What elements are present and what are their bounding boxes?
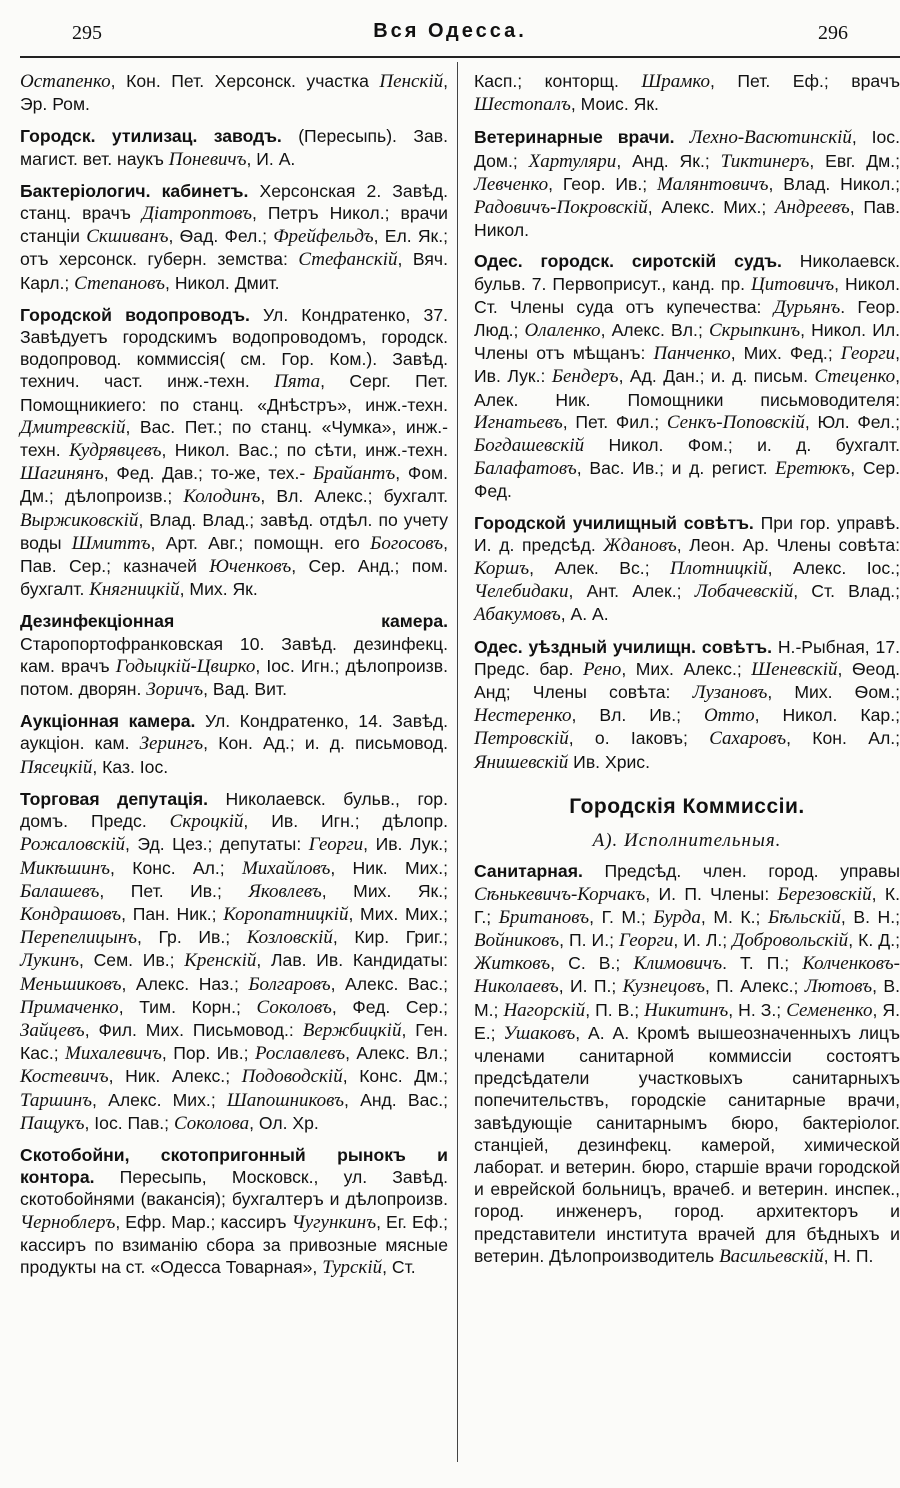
- person-name: Турскій: [322, 1256, 383, 1278]
- entry-text: , Мих. Алекс.;: [621, 658, 752, 679]
- entry-text: Николаевск. бульв. 7. Первоприсут., канд. пр.: [474, 251, 900, 294]
- entry-text: Касп.; конторщ.: [474, 71, 642, 91]
- entry-text: , Ефр. Мар.; кассиръ: [115, 1211, 292, 1232]
- person-name: Панченко: [653, 343, 731, 365]
- entry-text: , Фед. Дав.; то-же, тех.-: [103, 463, 313, 484]
- entry-text: [675, 127, 690, 147]
- entry-text: , Пет. Ив.;: [99, 880, 249, 901]
- entry-heading: Санитарная.: [474, 861, 583, 882]
- entry-text: , П. Алекс.;: [705, 976, 805, 997]
- entry-text: , Гр. Ив.;: [137, 927, 247, 948]
- entry-heading: Бактеріологич. кабинетъ.: [20, 180, 249, 201]
- entry-text: , Пет. Еф.; врачъ: [710, 71, 900, 91]
- entry-text: , Сем. Ив.;: [78, 950, 185, 971]
- entry-text: , А. А.: [560, 604, 609, 625]
- entry-text: . Т. П.;: [722, 953, 803, 974]
- entry-text: , Іос. Игн.; дѣлопроизв. потом. дворян.: [20, 655, 448, 700]
- entry-text: , Мих. Ѳом.;: [767, 682, 900, 703]
- person-name: Михалевичъ: [65, 1043, 162, 1065]
- entry: [474, 512, 900, 627]
- person-name: Лютовъ: [804, 976, 873, 998]
- person-name: Черноблеръ: [20, 1211, 116, 1233]
- person-name: Левченко: [474, 173, 549, 195]
- person-name: Никитинъ: [644, 999, 729, 1021]
- entry: [20, 180, 448, 295]
- entry-text: При гор. управѣ. И. д. предсѣд.: [474, 512, 900, 555]
- entry-text: , И. П.;: [558, 976, 623, 997]
- person-name: Георги: [619, 929, 674, 951]
- person-name: Зоричъ: [146, 679, 204, 701]
- entry-text: , Эр. Ром.: [20, 71, 448, 115]
- entry-text: , Ант. Алек.;: [568, 581, 695, 602]
- person-name: Таршинъ: [20, 1089, 93, 1111]
- person-name: Хартуляри: [528, 150, 617, 172]
- entry-heading: Торговая депутація.: [20, 788, 208, 809]
- entry-text: Н.-Рыбная, 17. Предс. бар.: [474, 636, 900, 679]
- entry-text: , Серг. Пет. Помощникиего: по станц. «Днѣстръ», инж.-техн.: [20, 371, 448, 415]
- entry-text: , В. Н.;: [840, 906, 900, 927]
- entry-heading: Ветеринарные врачи.: [474, 127, 675, 148]
- person-name: Остапенко: [20, 71, 111, 92]
- page-number-left: 295: [72, 22, 102, 44]
- entry-text: , Анд. Вас.;: [344, 1089, 448, 1110]
- person-name: Шрамко: [641, 71, 710, 92]
- entry-text: , Фом. Дм.; дѣлопроизв.;: [20, 463, 448, 507]
- entry: [20, 304, 448, 602]
- entry-text: , Ив. Игн.; дѣлопр.: [243, 811, 449, 832]
- person-name: Шестопалъ: [474, 94, 571, 116]
- person-name: Фрейфельдъ: [273, 226, 374, 248]
- entry-heading: Дезинфекціонная камера.: [20, 611, 448, 632]
- entry-text: , Ол. Хр.: [249, 1112, 319, 1133]
- person-name: Пясецкій: [20, 756, 93, 778]
- person-name: Добровольскій: [732, 929, 849, 951]
- entry-text: , Влад. Влад.; завѣд. отдѣл. по учету воды: [20, 509, 448, 553]
- person-name: Коропатницкій: [223, 903, 349, 925]
- person-name: Кренскій: [184, 950, 257, 972]
- entry-text: Предсѣд. член. город. управы: [582, 861, 900, 882]
- person-name: Отто: [703, 705, 755, 727]
- person-name: Шапошниковъ: [226, 1089, 345, 1111]
- person-name: Климовичъ: [633, 953, 723, 975]
- entry-text: , Арт. Авг.; помощн. его: [150, 532, 371, 553]
- person-name: Богосовъ: [370, 532, 444, 554]
- column-divider: [457, 62, 458, 1462]
- entry-text: , Ник. Мих.;: [330, 857, 449, 878]
- entry: [20, 70, 448, 115]
- person-name: Лузановъ: [692, 682, 768, 704]
- entry-text: , Вл. Алекс.; бухгалт.: [260, 486, 448, 507]
- person-name: Нагорскій: [503, 999, 586, 1021]
- entry-text: , Алек. Ник. Помощники письмоводителя:: [474, 366, 900, 410]
- entry-text: , Пан. Ник.;: [121, 903, 224, 924]
- entry-text: , Юл. Фел.;: [804, 411, 900, 432]
- person-name: Брайантъ: [312, 463, 396, 485]
- person-name: Малянтовичъ: [657, 173, 769, 195]
- person-name: Балафатовъ: [474, 458, 577, 480]
- entry-text: , К. Г.;: [474, 883, 900, 927]
- entry-text: , Сер. Фед.: [474, 458, 900, 502]
- running-title: Вся Одесса.: [373, 20, 527, 42]
- entry-text: , Ѳеод. Анд; Члены совѣта:: [474, 658, 900, 703]
- entry: [474, 126, 900, 241]
- person-name: Рожаловскій: [20, 834, 125, 856]
- entry-text: , А. А. Кромѣ вышеозначенныхъ лицъ членами санитарной коммиссіи состоятъ предсѣдатели участковыхъ санитарныхъ попечительствъ, городскіе санитарные врачи, завѣдующіе санитарнымъ бюро, бактеріолог. станціей, дезинфекц. камерой, химической лаборат. и ветерин. бюро, старшіе врачи городской и еврейской больницъ, врачеб. и ветерин. инспек., город. инженеръ, город. архитекторъ и представители института врачей для бѣдныхъ и ветерин. Дѣлопроизводитель: [474, 1022, 900, 1266]
- entry-text: , Алекс. Вл.;: [600, 320, 709, 341]
- person-name: Балашевъ: [20, 880, 100, 902]
- entry-text: , Никол. Ст. Члены суда отъ купечества:: [474, 273, 900, 317]
- person-name: Кудрявцевъ: [69, 440, 162, 462]
- person-name: Ушаковъ: [503, 1022, 576, 1044]
- person-name: Княгницкій: [89, 579, 180, 601]
- person-name: Степановъ: [74, 272, 166, 294]
- person-name: Лобачевскій: [694, 581, 794, 603]
- page-header: [0, 0, 900, 52]
- entry-text: , Вл. Ив.;: [571, 705, 704, 726]
- entry-text: , Ив. Лук.:: [474, 343, 900, 387]
- person-name: Семененко: [786, 999, 873, 1021]
- entry-text: , Алекс. Мих.;: [92, 1089, 227, 1110]
- entry-text: , Ад. Дан.; и. д. письм.: [618, 366, 815, 387]
- person-name: Рено: [583, 658, 622, 680]
- person-name: Шеневскій: [751, 658, 838, 680]
- entry-text: , К. Д.;: [848, 929, 900, 950]
- person-name: Березовскій: [777, 883, 872, 905]
- section-title: Городскія Коммиссіи.: [569, 794, 805, 818]
- entry-text: Херсонская 2. Завѣд. станц. врачъ: [20, 180, 448, 224]
- person-name: Еретюкъ: [775, 458, 851, 480]
- entry-text: , Лав. Ив. Кандидаты:: [256, 950, 448, 971]
- entry-text: , Влад. Никол.;: [768, 173, 900, 194]
- entry-text: , Я. Е.;: [474, 999, 900, 1043]
- entry-text: , Алекс. Наз.;: [121, 973, 249, 994]
- entry-text: , Никол. Дмит.: [165, 272, 280, 293]
- person-name: Игнатьевъ: [474, 411, 563, 433]
- entry: [20, 788, 448, 1135]
- person-name: Пащукъ: [20, 1112, 85, 1134]
- person-name: Чугункинъ: [291, 1211, 377, 1233]
- person-name: Шагинянъ: [20, 463, 104, 485]
- person-name: Болгаровъ: [248, 973, 331, 995]
- entry-text: , Іос. Пав.;: [84, 1112, 174, 1133]
- entry-heading: Одес. городск. сиротскій судъ.: [474, 251, 782, 272]
- entry-text: , Алекс. Вл.;: [345, 1043, 448, 1064]
- person-name: Михайловъ: [241, 857, 331, 879]
- entry-text: , Эд. Цез.; депутаты:: [124, 834, 309, 855]
- entry-text: , Кон. Пет. Херсонск. участка: [110, 71, 380, 91]
- person-name: Микѣшинъ: [20, 857, 111, 879]
- person-name: Кондрашовъ: [20, 903, 122, 925]
- person-name: Радовичъ-Покровскій: [474, 197, 648, 219]
- person-name: Георги: [308, 834, 364, 856]
- entry-text: , Мих. Фед.;: [730, 343, 841, 364]
- entry-text: , Тим. Корн.;: [118, 996, 257, 1017]
- entry-text: , Евг. Дм.;: [809, 150, 900, 171]
- person-name: Сенкъ-Поповскій: [666, 411, 805, 433]
- person-name: Стеценко: [814, 366, 896, 388]
- entry-text: Никол. Фом.; и. д. бухгалт.: [584, 435, 900, 456]
- entry-text: , Пор. Ив.;: [161, 1043, 255, 1064]
- entry-text: , Конс. Дм.;: [342, 1066, 448, 1087]
- person-name: Скрыпкинъ: [708, 320, 801, 342]
- entry-text: , В. М.;: [474, 976, 900, 1020]
- entry-text: Ив. Хрис.: [568, 751, 650, 772]
- entry-heading: Городск. утилизац. заводъ.: [20, 126, 282, 147]
- entry-text: , С. В.;: [550, 953, 634, 974]
- entry-text: , Каз. Іос.: [92, 756, 169, 777]
- person-name: Кузнецовъ: [622, 976, 706, 998]
- entry-text: , Конс. Ал.;: [110, 857, 242, 878]
- entry-text: , Кон. Ал.;: [786, 728, 900, 749]
- entry: [474, 860, 900, 1268]
- entry-text: , Алекс. Мих.;: [647, 197, 775, 218]
- entry-heading: Одес. уѣздный училищн. совѣтъ.: [474, 636, 772, 657]
- person-name: Плотницкій: [670, 558, 768, 580]
- person-name: Костевичъ: [20, 1066, 109, 1088]
- person-name: Лехно-Васютинскій: [689, 127, 852, 149]
- entry-text: , Алек. Вс.;: [529, 558, 671, 579]
- entry-heading: Аукціонная камера.: [20, 711, 196, 732]
- entry-text: , Никол. Кар.;: [754, 705, 900, 726]
- entry-text: , Леон. Ар. Члены совѣта:: [676, 534, 900, 555]
- person-name: Янишевскій: [474, 751, 569, 773]
- entry-text: , И. А.: [246, 148, 296, 169]
- person-name: Зерингъ: [139, 733, 204, 755]
- entry-heading: Скотобойни, скотопригонный рынокъ и контора.: [20, 1144, 448, 1188]
- entry-text: Пересыпь, Московск., ул. Завѣд. скотобойнями (вакансія); бухгалтеръ и дѣлопроизв.: [20, 1167, 448, 1210]
- entry-text: , Ег. Еф.; кассиръ по взиманію сбора за привозные мясные продукты на ст. «Одесса Товарная»,: [20, 1211, 448, 1277]
- right-column-entries: [474, 70, 900, 774]
- entry: [474, 70, 900, 116]
- entry-text: , Петръ Никол.; врачи станціи: [20, 203, 449, 247]
- person-name: Британовъ: [498, 906, 590, 928]
- entry-text: , И. Л.;: [673, 929, 733, 950]
- person-name: Коршъ: [474, 558, 530, 580]
- entry-text: Николаевск. бульв., гор. домъ. Предс.: [20, 788, 448, 832]
- entry-text: (Пересыпь). Зав. магист. вет. наукъ: [20, 126, 448, 169]
- entry-text: , Алекс. Вас.;: [330, 973, 448, 994]
- person-name: Меньшиковъ: [20, 973, 122, 995]
- person-name: Абакумовъ: [474, 604, 561, 626]
- person-name: Сахаровъ: [709, 728, 787, 750]
- person-name: Рославлевъ: [254, 1043, 346, 1065]
- entry-text: , Мих. Як.: [179, 579, 258, 600]
- entry-text: , Сер. Анд.; пом. бухгалт.: [20, 556, 448, 600]
- entry-text: , Н. З.;: [728, 999, 787, 1020]
- person-name: Поневичъ: [168, 148, 247, 170]
- right-column: [474, 70, 900, 1277]
- person-name: Пята: [274, 371, 321, 393]
- person-name: Бендеръ: [551, 366, 619, 388]
- entry-text: , о. Іаковъ;: [568, 728, 710, 749]
- entry-text: , Ел. Як.; отъ херсонск. губерн. земства:: [20, 226, 448, 270]
- entry-text: , П. В.;: [585, 999, 645, 1020]
- person-name: Вержбицкій: [302, 1019, 402, 1041]
- person-name: Примаченко: [20, 996, 119, 1018]
- person-name: Годыцкій-Цвирко: [115, 655, 256, 677]
- entry-text: , Кир. Григ.;: [332, 927, 448, 948]
- entry-text: , Ген. Кас.;: [20, 1019, 449, 1064]
- entry-text: , Ст. Влад.;: [793, 581, 900, 602]
- person-name: Тиктинеръ: [720, 150, 810, 172]
- entry-text: , Ник. Алекс.;: [108, 1066, 242, 1087]
- entry-heading: Городской училищный совѣтъ.: [474, 512, 754, 533]
- entry: [474, 250, 900, 502]
- person-name: Стефанскій: [298, 249, 398, 271]
- person-name: Дмитревскій: [20, 416, 126, 438]
- entry-text: , Вас. Ив.; и д. регист.: [576, 458, 776, 479]
- person-name: Колодинъ: [183, 486, 261, 508]
- person-name: Колченковъ-Николаевъ: [474, 953, 900, 998]
- left-column: [20, 70, 448, 1288]
- person-name: Олаленко: [524, 320, 601, 342]
- person-name: Цитовичъ: [751, 273, 835, 295]
- person-name: Войниковъ: [474, 929, 560, 951]
- entry: [20, 125, 448, 170]
- entry-heading: Городской водопроводъ.: [20, 304, 250, 325]
- person-name: Шмиттъ: [71, 532, 151, 554]
- person-name: Сѣнькевичъ-Корчакъ: [474, 883, 646, 905]
- entry-text: , Фил. Мих. Письмовод.:: [84, 1019, 303, 1040]
- person-name: Васильевскій: [719, 1245, 824, 1267]
- entry-text: , Г. М.;: [589, 906, 654, 927]
- entry-text: , Моис. Як.: [570, 94, 659, 115]
- entry-text: , Ст.: [382, 1256, 416, 1277]
- person-name: Соколова: [173, 1112, 250, 1134]
- entry-text: , Н. П.: [823, 1245, 874, 1266]
- entry-text: , Вас. Пет.; по станц. «Чумка», инж.-техн.: [20, 416, 448, 461]
- person-name: Скшиванъ: [86, 226, 169, 248]
- person-name: Зайцевъ: [20, 1019, 85, 1041]
- entry-text: , Іос. Дом.;: [474, 127, 900, 171]
- entry-text: , Анд. Як.;: [616, 150, 721, 171]
- person-name: Выржиковскій: [20, 509, 139, 531]
- person-name: Козловскій: [246, 927, 333, 949]
- entry: [20, 710, 448, 779]
- entry-text: , Мих. Мих.;: [348, 903, 448, 924]
- entry: [20, 610, 448, 701]
- entry-text: , Пет. Фил.;: [562, 411, 667, 432]
- entry-text: , Алекс. Іос.;: [767, 558, 900, 579]
- entry: [20, 1144, 448, 1279]
- header-rule: [20, 56, 900, 58]
- entry-text: , Никол. Ил. Члены отъ мѣщанъ:: [474, 320, 900, 364]
- entry-text: , Мих. Як.;: [321, 880, 448, 901]
- entry-text: , Вад. Вит.: [203, 679, 287, 700]
- entry-text: , П. И.;: [559, 929, 620, 950]
- entry-text: , Пав. Сер.; казначей: [20, 532, 448, 577]
- person-name: Діатроптовъ: [141, 203, 253, 225]
- subsection-title: А). Исполнительныя.: [592, 830, 782, 852]
- entry-text: , Вяч. Карл.;: [20, 249, 448, 293]
- person-name: Соколовъ: [256, 996, 332, 1018]
- entry-text: . Геор. Люд.;: [474, 296, 900, 341]
- commission-entries: [474, 860, 900, 1268]
- entry-text: , Ив. Лук.;: [363, 834, 449, 855]
- entry-text: , И. П. Члены:: [645, 883, 778, 904]
- person-name: Нестеренко: [474, 705, 572, 727]
- person-name: Дурьянъ: [773, 296, 841, 318]
- person-name: Ждановъ: [603, 534, 677, 556]
- person-name: Яковлевъ: [248, 880, 322, 902]
- person-name: Лукинъ: [20, 950, 79, 972]
- entry-text: Ул. Кондратенко, 14. Завѣд. аукціон. кам.: [20, 711, 449, 754]
- person-name: Бурда: [653, 906, 701, 928]
- entry-text: Ул. Кондратенко, 37. Завѣдуетъ городскимъ водопроводомъ, городск. водопровод. коммиссія( см. Гор. Ком.). Завѣд. технич. част. инж.-техн.: [20, 304, 449, 392]
- person-name: Андреевъ: [774, 197, 850, 219]
- entry-text: , Никол. Вас.; по сѣти, инж.-техн.: [161, 440, 448, 461]
- entry-text: , Пав. Никол.: [474, 197, 900, 241]
- person-name: Пенскій: [379, 71, 444, 92]
- person-name: Житковъ: [474, 953, 551, 975]
- person-name: Перепелицынъ: [20, 927, 137, 949]
- person-name: Подоводскій: [241, 1066, 343, 1088]
- person-name: Челебидаки: [474, 581, 569, 603]
- person-name: Богдашевскій: [474, 435, 585, 457]
- entry-text: , Ѳад. Фел.;: [168, 226, 274, 247]
- person-name: Юченковъ: [209, 556, 292, 578]
- person-name: Бѣльскій: [768, 906, 841, 928]
- person-name: Скроцкій: [169, 811, 244, 833]
- entry: [474, 636, 900, 774]
- entry-text: , Кон. Ад.; и. д. письмовод.: [203, 733, 449, 754]
- person-name: Петровскій: [474, 728, 569, 750]
- entry-text: , М. К.;: [700, 906, 768, 927]
- page-number-right: 296: [818, 22, 848, 44]
- entry-text: , Фед. Сер.;: [331, 996, 448, 1017]
- person-name: Георги: [840, 343, 896, 365]
- entry-text: Старопортофранковская 10. Завѣд. дезинфекц. кам. врачъ: [20, 633, 448, 676]
- entry-text: , Геор. Ив.;: [548, 173, 658, 194]
